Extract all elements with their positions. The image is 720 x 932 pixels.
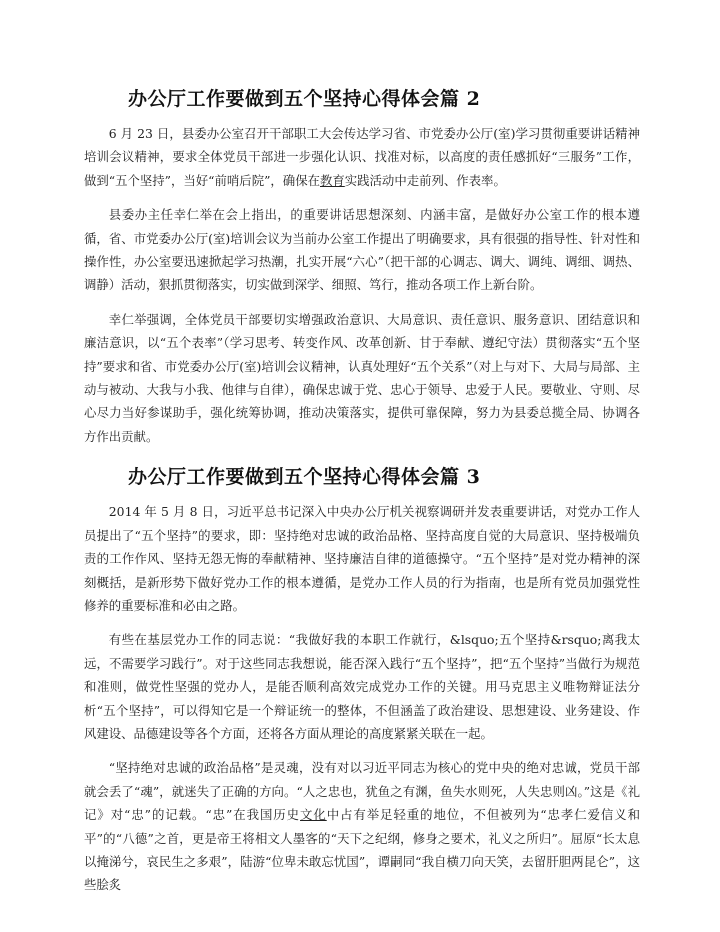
keyword-link[interactable]: 教育 [319, 172, 345, 188]
section-title: 办公厅工作要做到五个坚持心得体会篇 3 [128, 466, 481, 489]
paragraph: 有些在基层党办工作的同志说：“我做好我的本职工作就行，&lsquo;五个坚持&rsquo;离我太远，不需要学习践行”。对于这些同志我想说，能否深入践行“五个坚持”，把“五个坚持”当做行为规范和准则，做党性坚强的党办人，是能否顺利高效完成党办工作的关键。用马克思主义唯物辩证法分析“五个坚持”，可以得知它是一个辩证统一的整体，不但涵盖了政治建设、思想建设、业务建设、作风建设、品德建设等各个方面，还将各方面从理论的高度紧紧关联在一起。 [84, 632, 640, 741]
paragraph-text: 实践活动中走前列、作表率。 [344, 172, 506, 188]
document-page [84, 0, 640, 908]
paragraph: 县委办主任幸仁举在会上指出，的重要讲话思想深刻、内涵丰富，是做好办公室工作的根本遵循，省、市党委办公厅(室)培训会议为当前办公室工作提出了明确要求，具有很强的指导性、针对性和操作性，办公室要迅速掀起学习热潮，扎实开展“六心”（把干部的心调志、调大、调纯、调细、调热、调静）活动，狠抓贯彻落实，切实做到深学、细照、笃行，推动各项工作上新台阶。 [84, 207, 640, 293]
paragraph-text: 6 月 23 日，县委办公室召开干部职工大会传达学习省、市党委办公厅(室)学习贯彻重要讲话精神培训会议精神，要求全体党员干部进一步强化认识、找准对标，以高度的责任感抓好“三服务”工作，做到“五个坚持”，当好“前哨后院”，确保在 [84, 126, 640, 188]
paragraph [84, 122, 640, 192]
paragraph [84, 756, 640, 896]
paragraph-text: 中占有举足轻重的地位，不但被列为“忠孝仁爱信义和平”的“八德”之首，更是帝王将相文人墨客的“天下之纪纲，修身之要术，礼义之所归”。屈原“长太息以掩涕兮，哀民生之多艰”，陆游“位卑未敢忘忧国”，谭嗣同“我自横刀向天笑，去留肝胆两昆仑”，这些脍炙 [84, 807, 641, 893]
keyword-link[interactable]: 文化 [300, 807, 327, 823]
paragraph: 幸仁举强调，全体党员干部要切实增强政治意识、大局意识、责任意识、服务意识、团结意识和廉洁意识，以“五个表率”（学习思考、转变作风、改革创新、甘于奉献、遵纪守法）贯彻落实“五个坚持”要求和省、市党委办公厅(室)培训会议精神，认真处理好“五个关系”（对上与对下、大局与局部、主动与被动、大我与小我、他律与自律），确保忠诚于党、忠心于领导、忠爱于人民。要敬业、守则、尽心尽力当好参谋助手，强化统筹协调，推动决策落实，提供可靠保障，努力为县委总揽全局、协调各方作出贡献。 [84, 311, 640, 444]
section-title: 办公厅工作要做到五个坚持心得体会篇 2 [128, 88, 481, 110]
paragraph-text: “坚持绝对忠诚的政治品格”是灵魂，没有对以习近平同志为核心的党中央的绝对忠诚，党员干部就会丢了“魂”，就迷失了正确的方向。“人之忠也，犹鱼之有渊，鱼失水则死，人失忠则凶。”这是《礼记》对“忠”的记载。“忠”在我国历史 [84, 760, 640, 823]
paragraph: 2014 年 5 月 8 日，习近平总书记深入中央办公厅机关视察调研并发表重要讲话，对党办工作人员提出了“五个坚持”的要求，即：坚持绝对忠诚的政治品格、坚持高度自觉的大局意识、坚持极端负责的工作作风、坚持无怨无悔的奉献精神、坚持廉洁自律的道德操守。“五个坚持”是对党办精神的深刻概括，是新形势下做好党办工作的根本遵循，是党办工作人员的行为指南，也是所有党员加强党性修养的重要标准和必由之路。 [84, 504, 640, 613]
